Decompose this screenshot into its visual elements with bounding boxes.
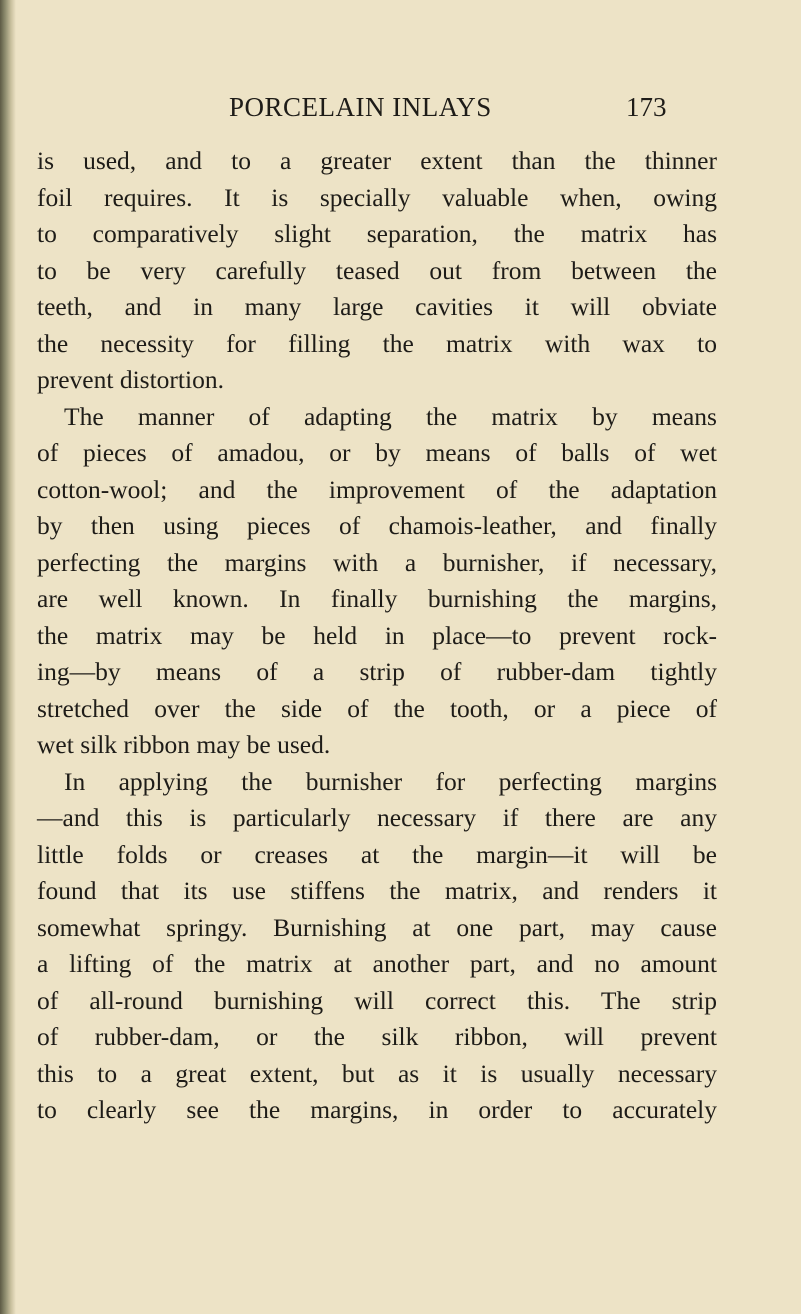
page-header (0, 92, 801, 132)
text-line: stretched over the side of the tooth, or a piece of (37, 693, 717, 723)
text-line: the necessity for filling the matrix with wax to (37, 328, 717, 358)
text-line: are well known. In finally burnishing the margins, (37, 584, 717, 613)
text-line: of rubber-dam, or the silk ribbon, will prevent (37, 1022, 717, 1051)
text-line: cotton-wool; and the improvement of the adaptation (37, 474, 717, 504)
text-line: foil requires. It is specially valuable when, owing (37, 182, 717, 212)
text-line: little folds or creases at the margin—it will be (37, 839, 717, 869)
text-line: this to a great extent, but as it is usually necessary (37, 1058, 717, 1088)
text-line: The manner of adapting the matrix by means (64, 401, 717, 431)
text-line: ing—by means of a strip of rubber-dam tightly (37, 657, 717, 686)
text-line: wet silk ribbon may be used. (37, 730, 331, 759)
text-line: teeth, and in many large cavities it will obviate (37, 292, 717, 321)
text-line: somewhat springy. Burnishing at one part, may cause (37, 912, 717, 942)
text-line: In applying the burnisher for perfecting margins (64, 766, 717, 796)
text-line: of all-round burnishing will correct this. The strip (37, 985, 717, 1015)
text-line: —and this is particularly necessary if there are any (37, 803, 717, 832)
text-line: found that its use stiffens the matrix, and renders it (37, 876, 717, 905)
text-line: to clearly see the margins, in order to accurately (37, 1095, 717, 1124)
text-line: is used, and to a greater extent than the thinner (37, 146, 717, 175)
text-line: of pieces of amadou, or by means of balls of wet (37, 438, 717, 467)
text-line: by then using pieces of chamois-leather, and finally (37, 511, 717, 540)
running-head: PORCELAIN INLAYS (229, 92, 492, 122)
text-line: a lifting of the matrix at another part, and no amount (37, 949, 717, 978)
text-line: to comparatively slight separation, the matrix has (37, 219, 717, 248)
binding-gutter (0, 0, 16, 1314)
body-text (37, 143, 717, 1129)
text-line: to be very carefully teased out from between the (37, 255, 717, 285)
text-line: prevent distortion. (37, 365, 224, 394)
page-number: 173 (626, 92, 667, 122)
text-line: the matrix may be held in place—to prevent rock- (37, 620, 717, 650)
text-line: perfecting the margins with a burnisher, if necessary, (37, 547, 717, 577)
